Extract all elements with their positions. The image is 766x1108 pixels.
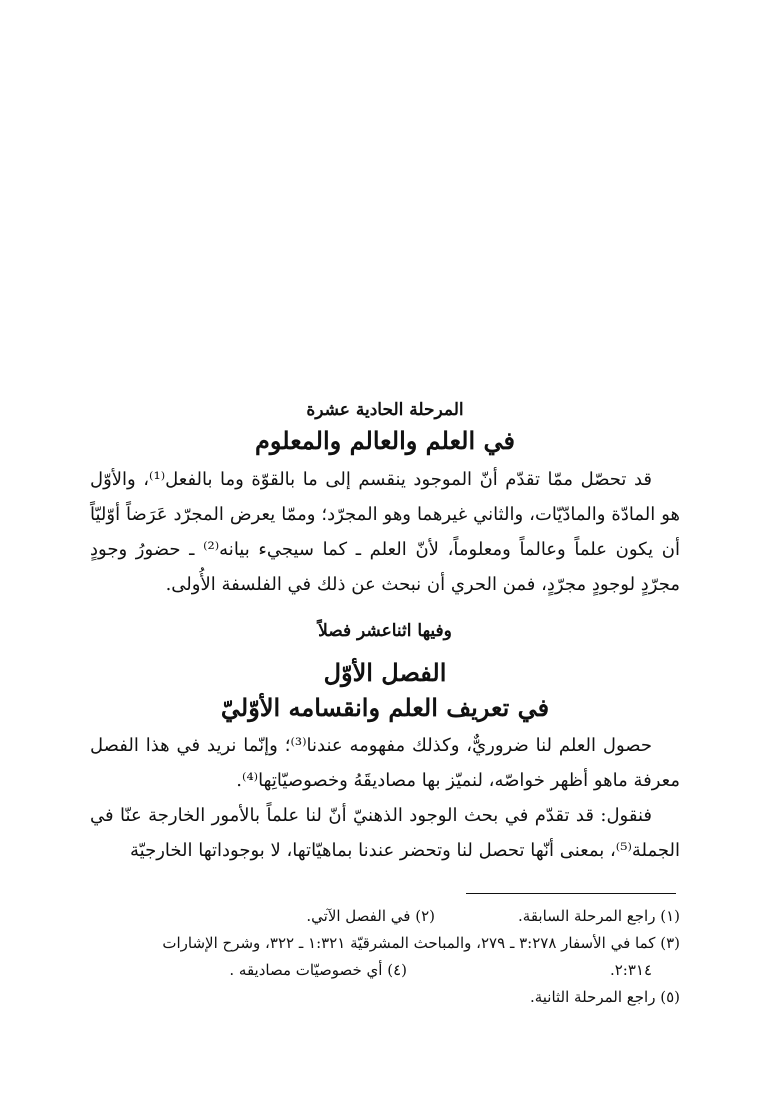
chapter-title: في العلم والعالم والمعلوم <box>255 426 515 455</box>
chapters-note: وفيها اثناعشر فصلاً <box>318 621 452 641</box>
intro-paragraph: قد تحصّل ممّا تقدّم أنّ الموجود ينقسم إلى ما بالقوّة وما بالفعل⁽¹⁾، والأوّل هو المادّة والمادّيّات، والثاني غيرهما وهو المجرّد؛ وممّا يعرض المجرّد عَرَضاً أوّليّاً أن يكون علماً وعالماً ومعلوماً، لأنّ العلم ـ كما سيجيء بيانه⁽²⁾ ـ حضورُ وجودٍ مجرّدٍ لوجودٍ مجرّدٍ، فمن الحري أن نبحث عن ذلك في الفلسفة الأُولى. <box>90 469 680 595</box>
section-title: الفصل الأوّل <box>323 658 447 687</box>
footnote-1: (١) راجع المرحلة السابقة. <box>518 907 680 925</box>
section-paragraph-2: فنقول: قد تقدّم في بحث الوجود الذهنيّ أنّ لنا علماً بالأمور الخارجة عنّا في الجملة⁽⁵⁾، بمعنى أنّها تحصل لنا وتحضر عندنا بماهيّاتها، لا بوجوداتها الخارجيّة <box>90 805 680 861</box>
footnote-row-1 <box>90 903 680 930</box>
footnote-2: (٢) في الفصل الآتي. <box>306 907 435 925</box>
footnote-3-continuation: ٢:٣١٤. <box>609 961 652 979</box>
stage-heading: المرحلة الحادية عشرة <box>306 400 464 420</box>
footnote-5: (٥) راجع المرحلة الثانية. <box>529 988 680 1006</box>
footnote-divider <box>466 893 676 894</box>
section-subtitle: في تعريف العلم وانقسامه الأوّليّ <box>220 693 550 722</box>
section-paragraph-1: حصول العلم لنا ضروريٌّ، وكذلك مفهومه عندنا⁽³⁾؛ وإنّما نريد في هذا الفصل معرفة ماهو أظهر خواصّه، لنميّز بها مصاديقَهُ وخصوصيّاتِها⁽⁴⁾. <box>90 735 680 791</box>
footnote-row-3 <box>90 957 680 984</box>
footnotes <box>90 903 680 1011</box>
page-body <box>90 396 680 868</box>
footnote-4: (٤) أي خصوصيّات مصاديقه . <box>229 961 407 979</box>
footnote-3: (٣) كما في الأسفار ٣:٢٧٨ ـ ٢٧٩، والمباحث المشرقيّة ١:٣٢١ ـ ٣٢٢، وشرح الإشارات <box>162 934 680 952</box>
